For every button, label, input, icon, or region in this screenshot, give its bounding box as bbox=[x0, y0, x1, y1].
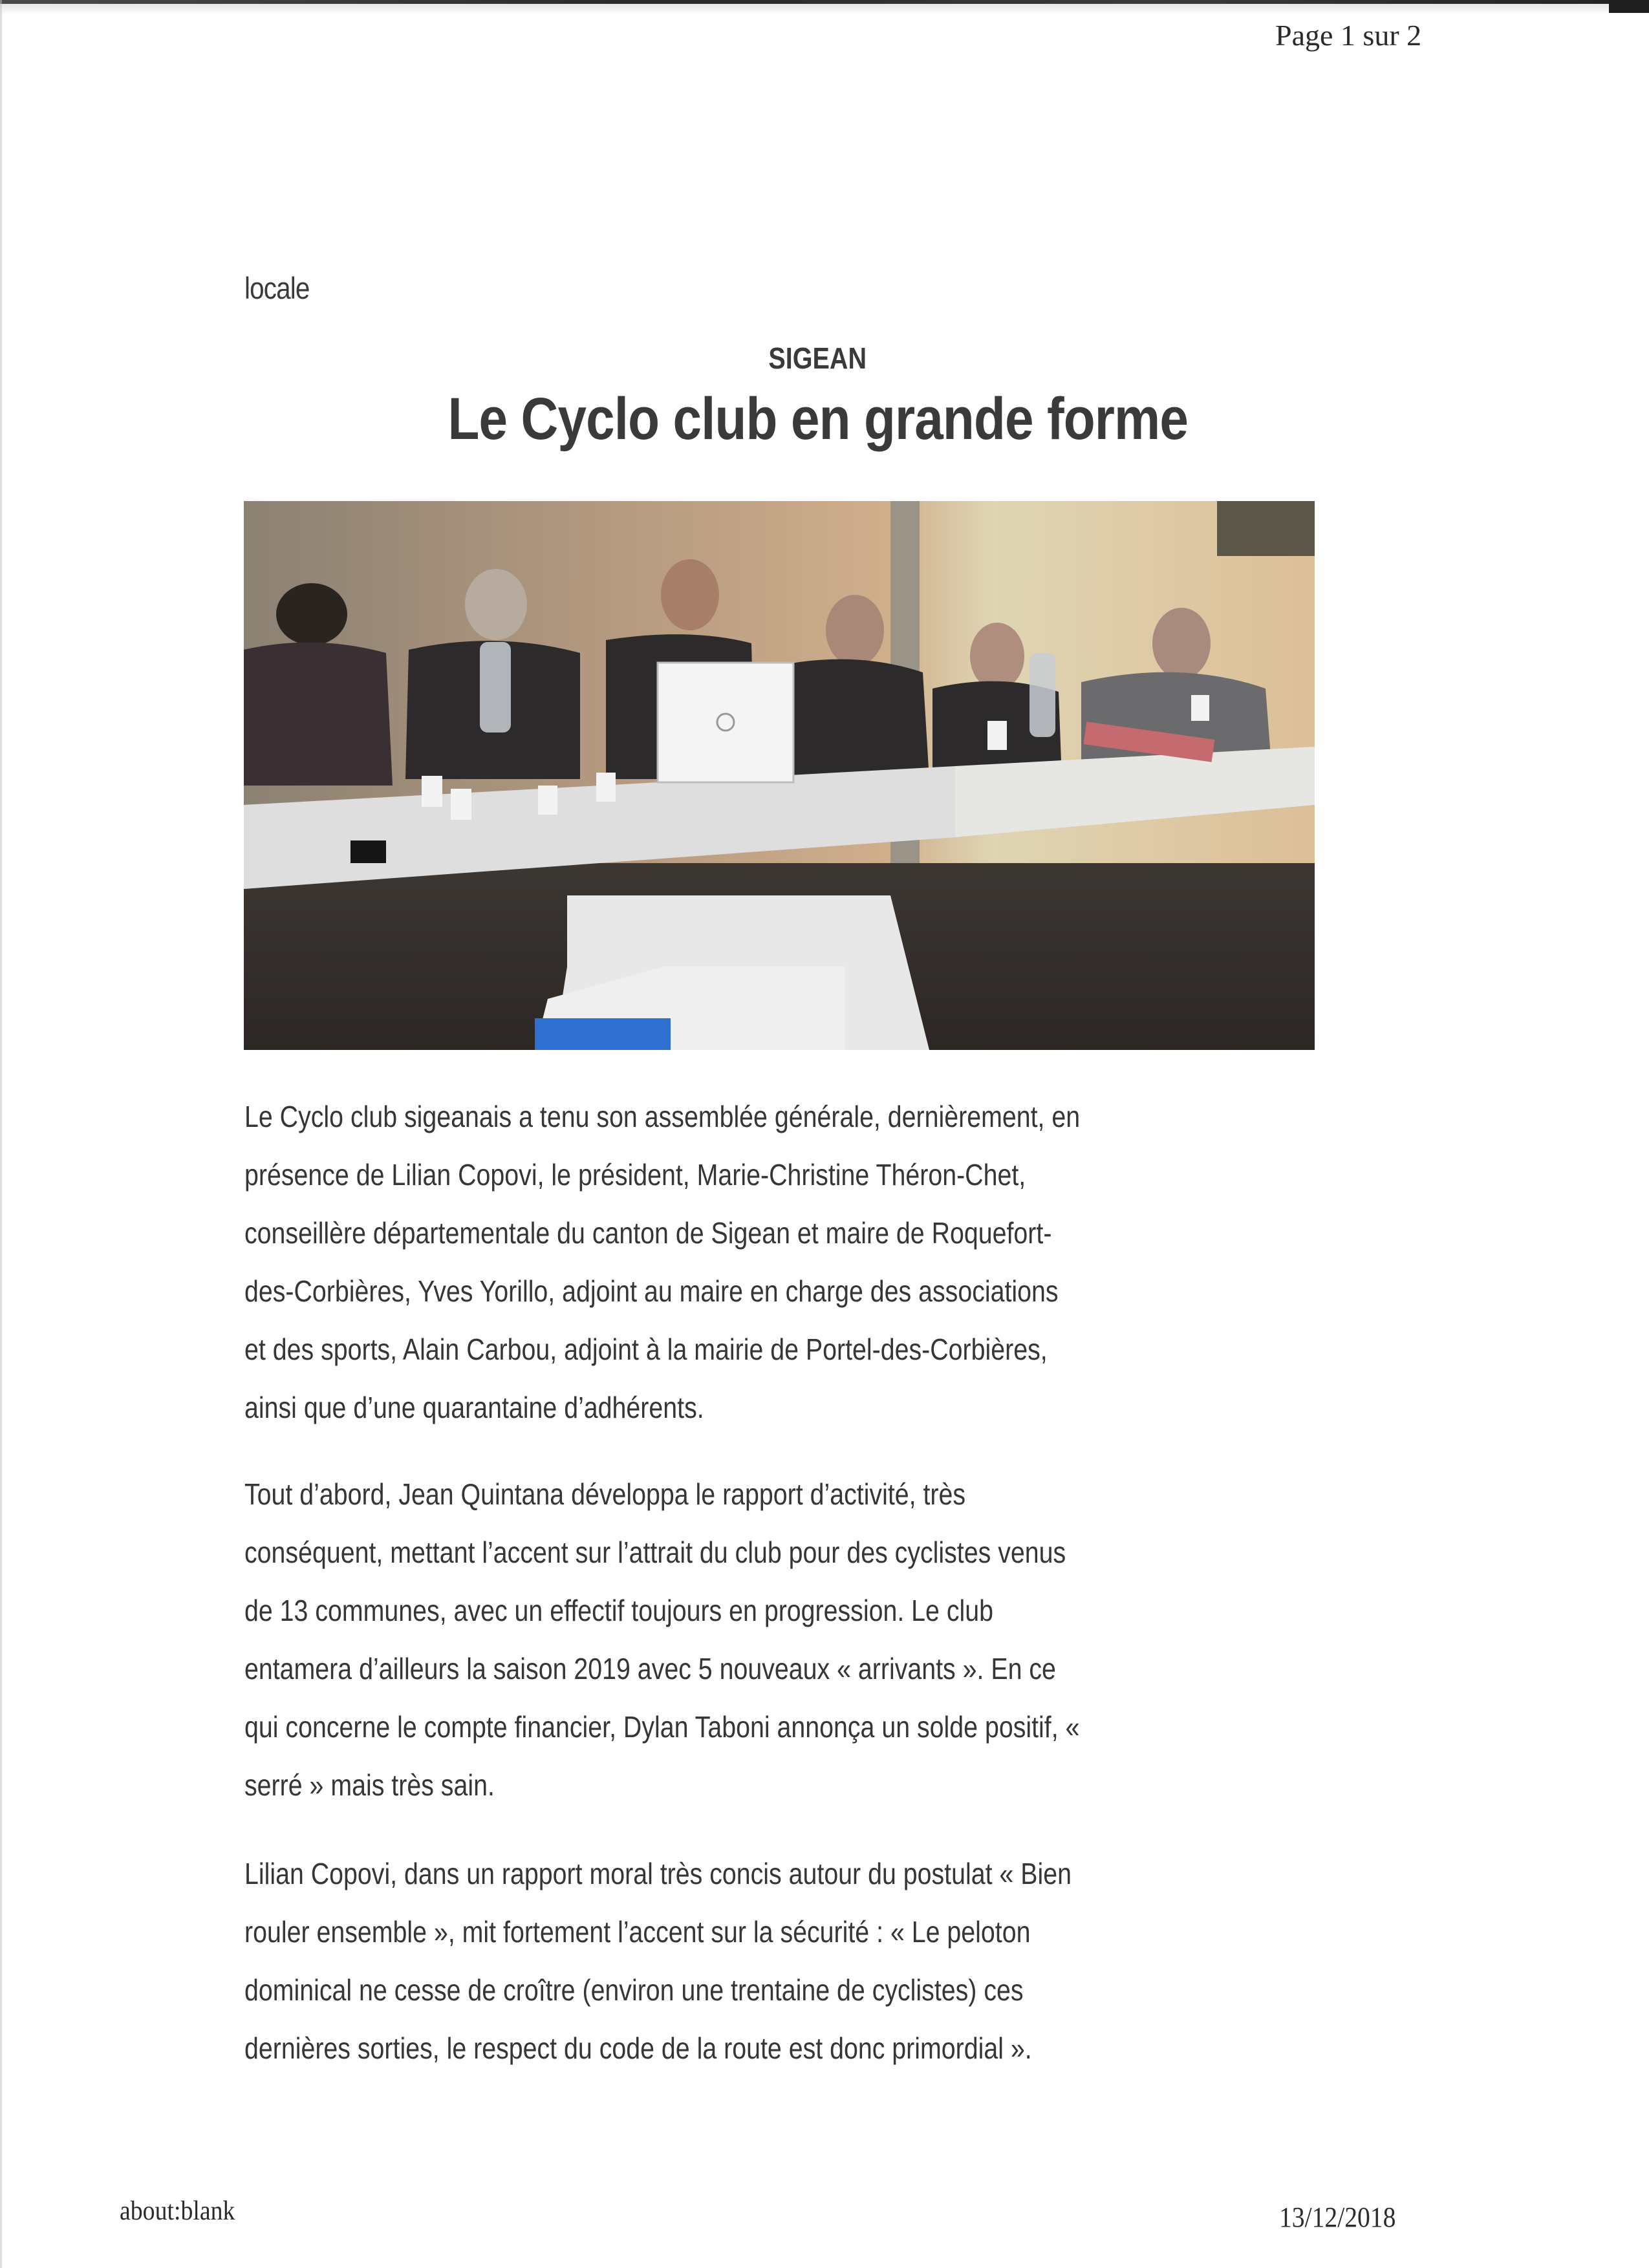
section-label: locale bbox=[244, 271, 310, 305]
paragraph-line: dernières sorties, le respect du code de la route est donc primordial ». bbox=[244, 2031, 1032, 2065]
laptop bbox=[658, 663, 793, 782]
paragraph-line: conseillère départementale du canton de Sigean et maire de Roquefort- bbox=[244, 1216, 1052, 1250]
footer-url: about:blank bbox=[120, 2196, 235, 2226]
paragraph-line: des-Corbières, Yves Yorillo, adjoint au maire en charge des associations bbox=[244, 1274, 1059, 1308]
paragraph-line: ainsi que d’une quarantaine d’adhérents. bbox=[244, 1391, 704, 1424]
paragraph-3 bbox=[244, 1845, 1344, 2077]
paragraph-line: et des sports, Alain Carbou, adjoint à la mairie de Portel-des-Corbières, bbox=[244, 1332, 1048, 1366]
paragraph-line: de 13 communes, avec un effectif toujours en progression. Le club bbox=[244, 1594, 994, 1627]
article-photo bbox=[244, 501, 1315, 1050]
paragraph-line: présence de Lilian Copovi, le président, Marie-Christine Théron-Chet, bbox=[244, 1158, 1026, 1192]
phone bbox=[350, 840, 386, 863]
wall-painting bbox=[1217, 501, 1315, 556]
scan-edge-corner bbox=[1609, 0, 1649, 13]
paragraph-line: dominical ne cesse de croître (environ une trentaine de cyclistes) ces bbox=[244, 1973, 1024, 2007]
paragraph-1 bbox=[244, 1087, 1344, 1437]
photo-meeting-icon bbox=[244, 501, 1315, 1050]
scan-edge-shadow bbox=[0, 4, 1609, 13]
page-counter: Page 1 sur 2 bbox=[1275, 19, 1422, 52]
water-bottle-1 bbox=[480, 642, 511, 733]
paragraph-line: Tout d’abord, Jean Quintana développa le rapport d’activité, très bbox=[244, 1477, 966, 1511]
paragraph-line: serré » mais très sain. bbox=[244, 1768, 495, 1802]
paragraph-2 bbox=[244, 1465, 1344, 1814]
paragraph-line: entamera d’ailleurs la saison 2019 avec 5 nouveaux « arrivants ». En ce bbox=[244, 1652, 1056, 1685]
headline-text: Le Cyclo club en grande forme bbox=[447, 386, 1189, 452]
paragraph-line: Le Cyclo club sigeanais a tenu son assemblée générale, dernièrement, en bbox=[244, 1100, 1081, 1133]
kicker-text: SIGEAN bbox=[768, 341, 867, 375]
paragraph-line: conséquent, mettant l’accent sur l’attrait du club pour des cyclistes venus bbox=[244, 1535, 1066, 1569]
projector-blue-panel bbox=[535, 1018, 671, 1050]
paragraph-line: rouler ensemble », mit fortement l’accent sur la sécurité : « Le peloton bbox=[244, 1915, 1031, 1949]
kicker bbox=[0, 341, 1649, 376]
water-bottle-2 bbox=[1029, 653, 1055, 737]
footer-date: 13/12/2018 bbox=[1279, 2201, 1396, 2233]
headline bbox=[0, 385, 1649, 453]
paragraph-line: qui concerne le compte financier, Dylan Taboni annonça un solde positif, « bbox=[244, 1710, 1080, 1744]
paragraph-line: Lilian Copovi, dans un rapport moral très concis autour du postulat « Bien bbox=[244, 1857, 1072, 1890]
